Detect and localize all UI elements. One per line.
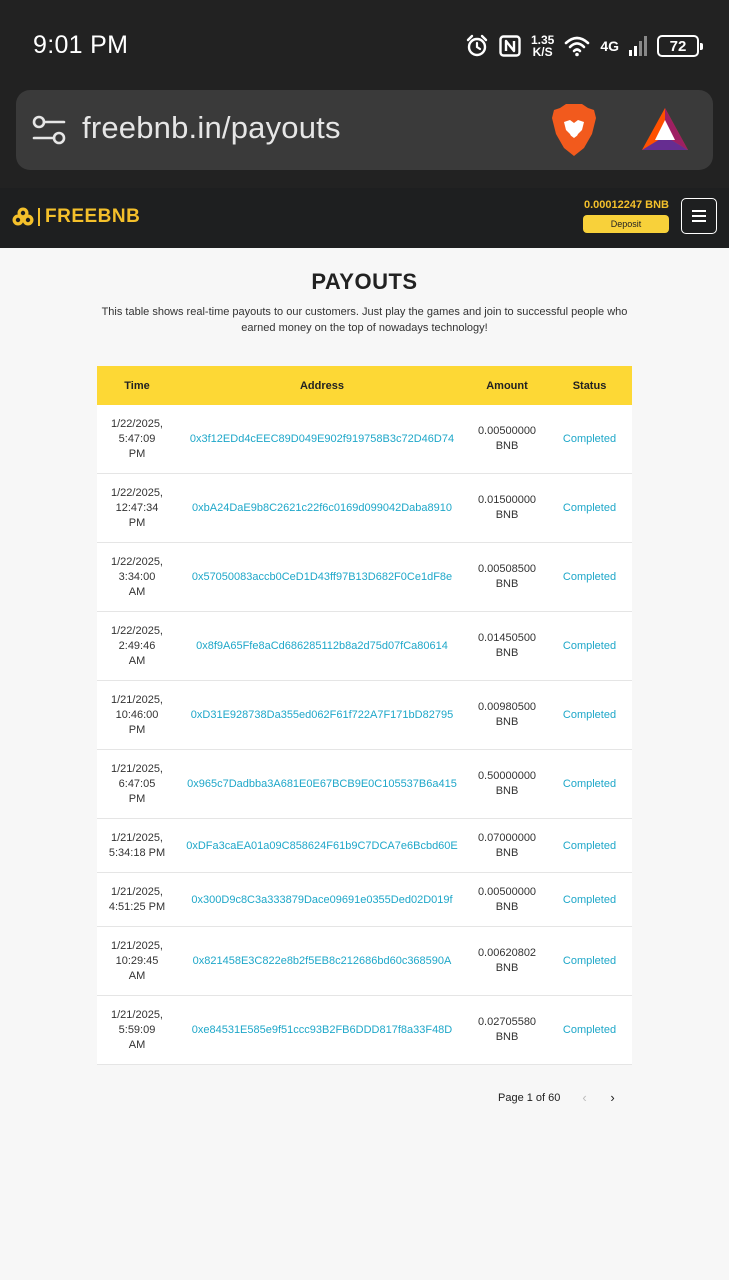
table-row (97, 750, 632, 819)
brave-rewards-icon[interactable] (640, 106, 690, 152)
status-completed: Completed (562, 893, 617, 906)
cell-time (97, 555, 177, 600)
table-header (97, 366, 632, 405)
status-time: 9:01 PM (33, 31, 129, 59)
amount-line: 0.00508500 (477, 563, 537, 575)
speed-unit: K/S (532, 45, 553, 59)
wallet-widget (583, 199, 669, 233)
wallet-address-link[interactable]: 0x3f12EDd4cEEC89D049E902f919758B3c72D46D74 (189, 433, 455, 445)
amount-line: 0.00980500 (477, 701, 537, 713)
wallet-address-link[interactable]: 0x57050083accb0CeD1D43ff97B13D682F0Ce1dF8e (191, 571, 453, 583)
header-address: Address (299, 379, 345, 392)
time-line: 1/21/2025, (111, 939, 163, 952)
network-speed (531, 34, 554, 58)
deposit-button[interactable]: Deposit (583, 215, 669, 233)
header-amount: Amount (486, 379, 528, 392)
table-row (97, 996, 632, 1065)
table-row (97, 405, 632, 474)
url-text[interactable]: freebnb.in/payouts (82, 110, 341, 145)
status-completed: Completed (562, 778, 617, 790)
coins-icon (12, 207, 34, 227)
time-line: 4:51:25 PM (108, 900, 166, 913)
cell-time (97, 885, 177, 915)
wifi-icon (564, 35, 590, 57)
table-row (97, 873, 632, 927)
amount-line: BNB (495, 962, 519, 974)
page-title: PAYOUTS (311, 269, 418, 294)
cell-time (97, 831, 177, 861)
cell-time (97, 693, 177, 738)
time-line: 12:47:34 (115, 501, 159, 514)
wallet-balance: 0.00012247 BNB (583, 199, 669, 211)
wallet-address-link[interactable]: 0xD31E928738Da355ed062F61f722A7F171bD82795 (190, 709, 454, 721)
wallet-address-link[interactable]: 0x821458E3C822e8b2f5EB8c212686bd60c368590A (192, 955, 452, 967)
time-line: 10:29:45 (115, 954, 159, 967)
time-line: AM (128, 585, 146, 598)
amount-line: 0.00620802 (477, 947, 537, 959)
status-completed: Completed (562, 709, 617, 721)
cell-amount (467, 831, 547, 861)
cell-time (97, 486, 177, 531)
nfc-icon (499, 35, 521, 57)
status-completed: Completed (562, 1024, 617, 1036)
table-body (97, 405, 632, 1065)
prev-page-button[interactable]: ‹ (582, 1090, 587, 1105)
cell-amount (467, 1015, 547, 1045)
status-bar (0, 0, 729, 90)
table-row (97, 612, 632, 681)
cell-amount (467, 424, 547, 454)
time-line: 1/22/2025, (111, 624, 163, 637)
logo-divider (38, 208, 41, 226)
time-line: AM (128, 1038, 146, 1051)
cell-amount (467, 493, 547, 523)
time-line: 1/21/2025, (111, 885, 163, 898)
time-line: 3:34:00 (118, 570, 156, 583)
logo-text: FREEBNB (45, 206, 141, 227)
alarm-icon (465, 34, 489, 58)
time-line: 1/22/2025, (111, 417, 163, 430)
cell-time (97, 1008, 177, 1053)
time-line: AM (128, 969, 146, 982)
site-logo[interactable] (12, 206, 140, 228)
amount-line: BNB (495, 785, 519, 797)
amount-line: BNB (495, 647, 519, 659)
amount-line: 0.07000000 (477, 831, 537, 844)
menu-line-icon (692, 210, 706, 212)
time-line: 6:47:05 (118, 777, 156, 790)
status-completed: Completed (562, 502, 617, 514)
wallet-address-link[interactable]: 0xe84531E585e9f51ccc93B2FB6DDD817f8a33F48D (191, 1024, 453, 1036)
status-icons (465, 30, 699, 62)
amount-line: 0.00500000 (477, 425, 537, 437)
amount-line: BNB (495, 900, 519, 913)
table-row (97, 681, 632, 750)
cell-amount (467, 885, 547, 915)
time-line: PM (128, 723, 146, 736)
amount-line: 0.01500000 (477, 494, 537, 506)
site-settings-icon[interactable] (32, 114, 66, 146)
menu-line-icon (692, 220, 706, 222)
site-header (0, 188, 729, 248)
amount-line: BNB (495, 509, 519, 521)
amount-line: 0.50000000 (477, 770, 537, 782)
wallet-address-link[interactable]: 0x300D9c8C3a333879Dace09691e0355Ded02D019f (191, 893, 453, 906)
page-indicator: Page 1 of 60 (498, 1091, 561, 1104)
time-line: 1/22/2025, (111, 555, 163, 568)
cell-amount (467, 769, 547, 799)
brave-shields-icon[interactable] (550, 104, 598, 156)
status-completed: Completed (562, 433, 617, 445)
header-status: Status (572, 379, 607, 392)
time-line: 5:59:09 (118, 1023, 156, 1036)
page-description: This table shows real-time payouts to our customers. Just play the games and join to successful people who earned money on the top of nowadays technology! (101, 306, 628, 334)
browser-toolbar (0, 90, 729, 188)
wallet-address-link[interactable]: 0xbA24DaE9b8C2621c22f6c0169d099042Daba8910 (192, 502, 452, 514)
battery-indicator (657, 35, 699, 57)
hamburger-menu-button[interactable] (681, 198, 717, 234)
time-line: AM (128, 654, 146, 667)
cell-amount (467, 631, 547, 661)
network-type: 4G (600, 38, 619, 54)
battery-level: 72 (669, 37, 687, 55)
wallet-address-link[interactable]: 0x965c7Dadbba3A681E0E67BCB9E0C105537B6a415 (187, 778, 457, 790)
amount-line: BNB (495, 440, 519, 452)
menu-line-icon (692, 215, 706, 217)
table-row (97, 543, 632, 612)
time-line: 1/21/2025, (111, 831, 163, 844)
time-line: PM (128, 516, 146, 529)
amount-line: 0.02705580 (477, 1016, 537, 1028)
time-line: 5:34:18 PM (108, 846, 166, 859)
wallet-address-link[interactable]: 0xDFa3caEA01a09C858624F61b9C7DCA7e6Bcbd60E (186, 839, 458, 852)
time-line: 5:47:09 (118, 432, 156, 445)
cell-amount (467, 562, 547, 592)
speed-value: 1.35 (530, 33, 555, 47)
time-line: 2:49:46 (118, 639, 156, 652)
payouts-table (97, 366, 632, 1065)
cell-time (97, 624, 177, 669)
wallet-address-link[interactable]: 0x8f9A65Ffe8aCd686285112b8a2d75d07fCa80614 (196, 640, 448, 652)
time-line: PM (128, 792, 146, 805)
time-line: 1/22/2025, (111, 486, 163, 499)
main-content (0, 248, 729, 1280)
cell-time (97, 417, 177, 462)
amount-line: 0.01450500 (477, 632, 537, 644)
status-completed: Completed (562, 839, 617, 852)
time-line: 10:46:00 (115, 708, 159, 721)
amount-line: BNB (495, 578, 519, 590)
next-page-button[interactable]: › (610, 1090, 615, 1105)
cell-amount (467, 700, 547, 730)
signal-icon (629, 35, 647, 57)
time-line: 1/21/2025, (111, 693, 163, 706)
pagination (498, 1090, 622, 1105)
status-completed: Completed (562, 640, 617, 652)
time-line: 1/21/2025, (111, 1008, 163, 1021)
cell-time (97, 939, 177, 984)
amount-line: BNB (495, 846, 519, 859)
time-line: 1/21/2025, (111, 762, 163, 775)
table-row (97, 927, 632, 996)
cell-time (97, 762, 177, 807)
time-line: PM (128, 447, 146, 460)
amount-line: BNB (495, 1031, 519, 1043)
table-row (97, 819, 632, 873)
cell-amount (467, 946, 547, 976)
table-row (97, 474, 632, 543)
status-completed: Completed (562, 571, 617, 583)
header-time: Time (124, 379, 150, 392)
address-bar[interactable] (16, 90, 713, 170)
amount-line: 0.00500000 (477, 885, 537, 898)
status-completed: Completed (562, 955, 617, 967)
amount-line: BNB (495, 716, 519, 728)
